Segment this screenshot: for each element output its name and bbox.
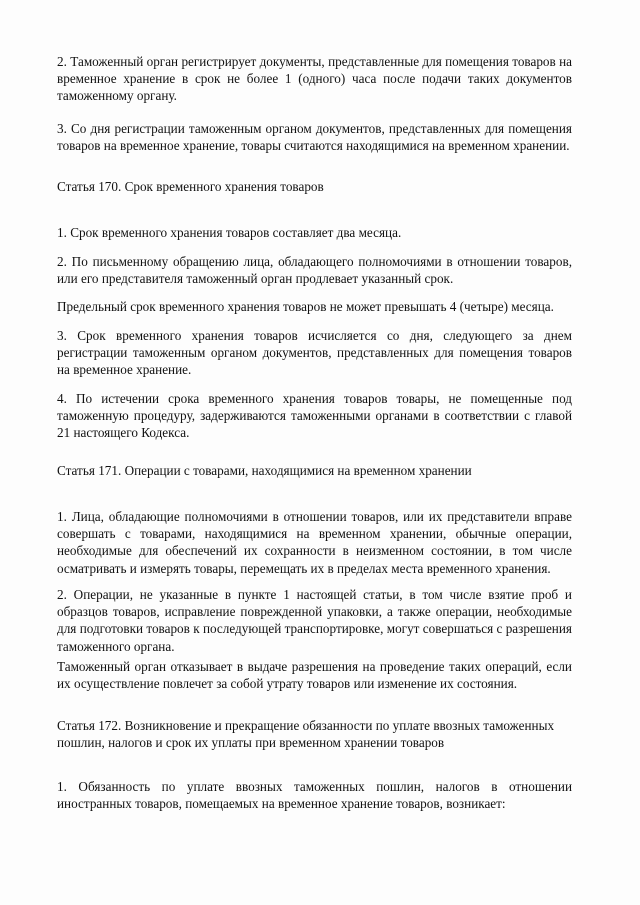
paragraph-article170-limit: Предельный срок временного хранения товаров не может превышать 4 (четыре) месяца. <box>57 299 554 314</box>
paragraph-article170-item3: 3. Срок временного хранения товаров исчисляется со дня, следующего за днем регистрации таможенным органом документов, представленных для помещения товаров на временное хранение. <box>57 328 572 378</box>
paragraph-article170-item4: 4. По истечении срока временного хранения товаров товары, не помещенные под таможенную процедуру, задерживаются таможенными органами в соответствии с главой 21 настоящего Кодекса. <box>57 391 572 441</box>
article-172-heading: Статья 172. Возникновение и прекращение обязанности по уплате ввозных таможенных пошлин, налогов и срок их уплаты при временном хранении товаров <box>57 718 555 751</box>
paragraph-article170-item2: 2. По письменному обращению лица, обладающего полномочиями в отношении товаров, или его представителя таможенный орган продлевает указанный срок. <box>57 254 572 287</box>
article-170-heading: Статья 170. Срок временного хранения товаров <box>57 179 324 194</box>
paragraph-article170-item1: 1. Срок временного хранения товаров составляет два месяца. <box>57 225 402 240</box>
paragraph-article171-item1: 1. Лица, обладающие полномочиями в отношении товаров, или их представители вправе совершать с товарами, находящимися на временном хранении, обычные операции, необходимые для обеспечений их сохранности в неизменном состоянии, в том числе осматривать и измерять товары, перемещать их в пределах места временного хранения. <box>57 509 572 576</box>
paragraph-article169-item2: 2. Таможенный орган регистрирует документы, представленные для помещения товаров на временное хранение в срок не более 1 (одного) часа после подачи таких документов таможенному органу. <box>57 54 572 104</box>
paragraph-article171-item2: 2. Операции, не указанные в пункте 1 настоящей статьи, в том числе взятие проб и образцов товаров, исправление поврежденной упаковки, а также операции, необходимые для подготовки товаров к последующей транспортировке, могут совершаться с разрешения таможенного органа. <box>57 587 572 654</box>
article-171-heading: Статья 171. Операции с товарами, находящимися на временном хранении <box>57 463 472 478</box>
paragraph-article171-refusal: Таможенный орган отказывает в выдаче разрешения на проведение таких операций, если их осуществление повлечет за собой утрату товаров или изменение их состояния. <box>57 659 572 692</box>
paragraph-article172-item1: 1. Обязанность по уплате ввозных таможенных пошлин, налогов в отношении иностранных товаров, помещаемых на временное хранение товаров, возникает: <box>57 779 572 812</box>
paragraph-article169-item3: 3. Со дня регистрации таможенным органом документов, представленных для помещения товаров на временное хранение, товары считаются находящимися на временном хранении. <box>57 121 572 154</box>
